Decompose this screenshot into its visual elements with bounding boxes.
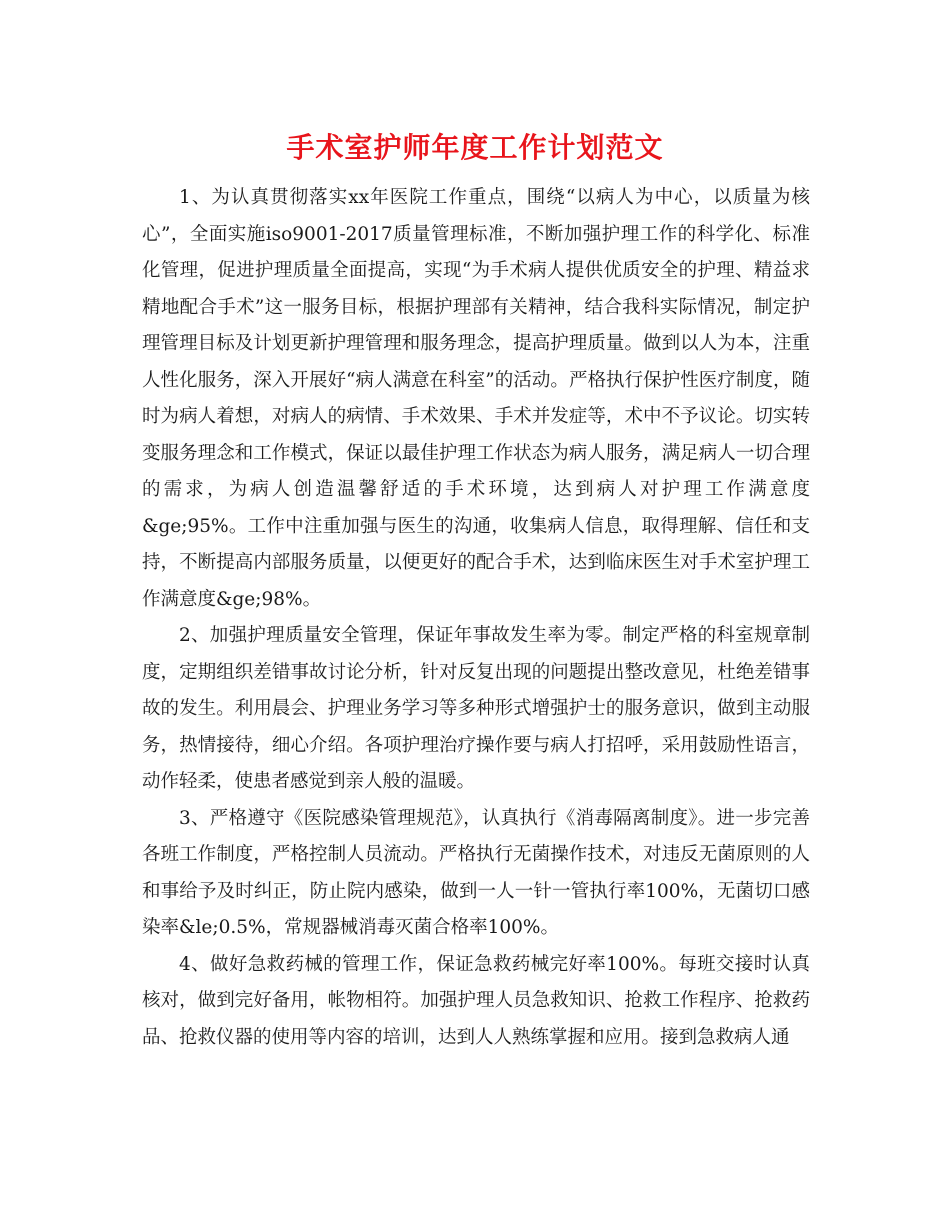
paragraph-2: 2、加强护理质量安全管理，保证年事故发生率为零。制定严格的科室规章制度，定期组织差错事故讨论分析，针对反复出现的问题提出整改意见，杜绝差错事故的发生。利用晨会、护理业务学习等多种形式增强护士的服务意识，做到主动服务，热情接待，细心介绍。各项护理治疗操作要与病人打招呼，采用鼓励性语言，动作轻柔，使患者感觉到亲人般的温暖。: [142, 625, 810, 792]
document-title: 手术室护师年度工作计划范文: [286, 131, 664, 164]
paragraph-4: 4、做好急救药械的管理工作，保证急救药械完好率100%。每班交接时认真核对，做到完好备用，帐物相符。加强护理人员急救知识、抢救工作程序、抢救药品、抢救仪器的使用等内容的培训，达到人人熟练掌握和应用。接到急救病人通: [142, 953, 810, 1048]
document-body: [142, 180, 810, 1056]
paragraph-3: 3、严格遵守《医院感染管理规范》，认真执行《消毒隔离制度》。进一步完善各班工作制度，严格控制人员流动。严格执行无菌操作技术，对违反无菌原则的人和事给予及时纠正，防止院内感染，做到一人一针一管执行率100%，无菌切口感染率&le;0.5%，常规器械消毒灭菌合格率100%。: [142, 807, 810, 938]
paragraph-1: 1、为认真贯彻落实xx年医院工作重点，围绕“以病人为中心，以质量为核心”，全面实施iso9001-2017质量管理标准，不断加强护理工作的科学化、标准化管理，促进护理质量全面提高，实现“为手术病人提供优质安全的护理、精益求精地配合手术”这一服务目标，根据护理部有关精神，结合我科实际情况，制定护理管理目标及计划更新护理管理和服务理念，提高护理质量。做到以人为本，注重人性化服务，深入开展好“病人满意在科室”的活动。严格执行保护性医疗制度，随时为病人着想，对病人的病情、手术效果、手术并发症等，术中不予议论。切实转变服务理念和工作模式，保证以最佳护理工作状态为病人服务，满足病人一切合理的需求，为病人创造温馨舒适的手术环境，达到病人对护理工作满意度&ge;95%。工作中注重加强与医生的沟通，收集病人信息，取得理解、信任和支持，不断提高内部服务质量，以便更好的配合手术，达到临床医生对手术室护理工作满意度&ge;98%。: [142, 187, 810, 610]
